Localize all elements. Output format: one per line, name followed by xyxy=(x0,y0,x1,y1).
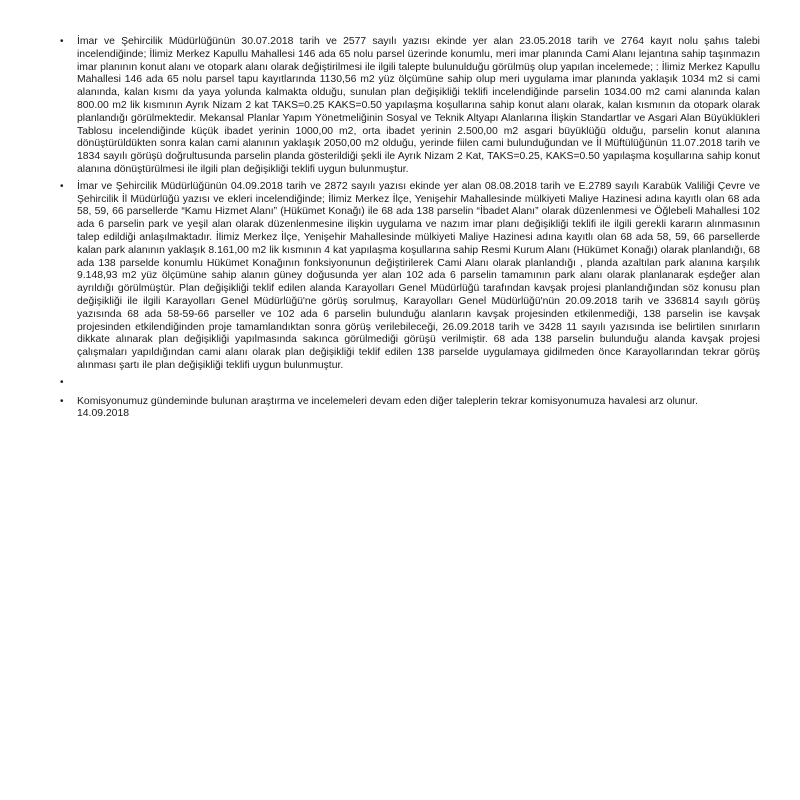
commission-report-list xyxy=(0,36,800,425)
bullet-icon: • xyxy=(60,395,64,407)
list-item-text: İmar ve Şehircilik Müdürlüğünün 30.07.2018 tarih ve 2577 sayılı yazısı ekinde yer alan 23.05.2018 tarih ve 2764 kayıt nolu şahıs talebi incelendiğinde; İlimiz Merkez Kapullu Mahallesi 146 ada 65 nolu parsel üzerinde konumlu, meri imar planında Cami Alanı lejantına sahip taşınmazın imar planının konut alanı ve otopark alanı olarak değiştirilmesi ile ilgili talepte bulunulduğu görülmüş olup yapılan incelemede; : İlimiz Merkez Kapullu Mahallesi 146 ada 65 nolu parsel tapu kayıtlarında 1130,56 m2 yüz ölçümüne sahip olup meri uygulama imar planında yaklaşık 1034 m2 si cami alanında, kalan kısmı da yaya yolunda kalmakta olduğu, sunulan plan değişikliği teklifi incelendiğinde parselin 1034.00 m2 cami alanında kalan 800.00 m2 lik kısmının Ayrık Nizam 2 kat TAKS=0.25 KAKS=0.50 yapılaşma koşullarına sahip konut alanı olarak, kalan kısmının da otopark olarak planlandığı görülmektedir. Mekansal Planlar Yapım Yönetmeliğinin Sosyal ve Teknik Altyapı Alanlarına İlişkin Standartlar ve Asgari Alan Büyüklükleri Tablosu incelendiğinde küçük ibadet yerinin 1000,00 m2, orta ibadet yerinin 2.500,00 m2 asgari büyüklüğü olduğu, parselin konut alanına dönüştürüldükten sonra kalan cami alanının yaklaşık 2050,00 m2 olduğu, yerinde fiilen cami bulunduğundan ve İl Müftülüğünün 11.07.2018 tarih ve 1834 sayılı görüşü doğrultusunda parselin planda gösterildiği şekli ile Ayrık Nizam 2 Kat, TAKS=0.25, KAKS=0.50 yapılaşma koşullarına sahip konut alanına dönüştürülmesi ile ilgili plan değişikliği teklifi uygun bulunmuştur. xyxy=(77,36,760,175)
list-item-zoning-yenisehir xyxy=(0,181,800,373)
list-item-text: İmar ve Şehircilik Müdürlüğünün 04.09.2018 tarih ve 2872 sayılı yazısı ekinde yer alan 08.08.2018 tarih ve E.2789 sayılı Karabük Valiliği Çevre ve Şehircilik İl Müdürlüğü yazısı ve ekleri incelendiğinde; İlimiz Merkez İlçe, Yenişehir Mahallesinde mülkiyeti Maliye Hazinesi adına kayıtlı olan 68 ada 58, 59, 66 parsellerde “Kamu Hizmet Alanı” (Hükümet Konağı) ile 68 ada 138 parselin “İbadet Alanı” olarak düzenlenmesi ve Öğlebeli Mahallesi 102 ada 6 parselin park ve yeşil alan olarak düzenlenmesine ilişkin uygulama ve nazım imar planı değişikliği teklifi ile ilgili gerekli kararın alınmasının talep edildiği anlaşılmaktadır. İlimiz Merkez İlçe, Yenişehir Mahallesinde mülkiyeti Maliye Hazinesi adına kayıtlı olan 68 ada 58, 59, 66 parsellerde kalan park alanının yaklaşık 8.161,00 m2 lik kısmının 4 kat yapılaşma koşullarına sahip Resmi Kurum Alanı (Hükümet Konağı) olarak planlandığı, 68 ada 138 parselde konumlu Hükümet Konağının fonksiyonunun değiştirilerek Cami Alanı olarak planlandığı , planda azaltılan park alanına karşılık 9.148,93 m2 yüz ölçümüne sahip alanın güney doğusunda yer alan 102 ada 6 parselin tamamının park alanı olarak planlanarak eşdeğer alan ayrıldığı görülmüştür. Plan değişikliği teklif edilen alanda Karayolları Genel Müdürlüğü tarafından kavşak projesi planlandığından söz konusu plan değişikliği ile ilgili Karayolları Genel Müdürlüğü'ne görüş sorulmuş, Karayolları Genel Müdürlüğü'nün 20.09.2018 tarih ve 336814 sayılı görüş yazısında 68 ada 58-59-66 parseller ve 102 ada 6 parselin bulunduğu alanların kavşak projesinden etkilenmediği, 138 parselin ise kavşak projesinden etkilendiğinden proje tamamlandıktan sonra görüş verilebileceği, 26.09.2018 tarih ve 3428 11 sayılı yazısında ise belirtilen sınırların dikkate alınarak plan değişikliği yapılmasında sakınca görülmediği görüşü verilmiştir. 68 ada 138 parselin bulunduğu alanda kavşak projesi çalışmaları yapıldığından cami alanı olarak plan değişikliği teklif edilen 138 parselde uygulamaya gidilmeden önce Karayollarından tekrar görüş alınması şartı ile plan değişikliği teklifi uygun bulunmuştur. xyxy=(77,180,760,371)
bullet-icon: • xyxy=(60,36,64,47)
list-item-empty xyxy=(0,377,800,390)
bullet-icon: • xyxy=(60,376,64,388)
bullet-icon: • xyxy=(60,180,64,192)
list-item-closing xyxy=(0,396,800,422)
report-date: 14.09.2018 xyxy=(77,408,130,420)
list-item-zoning-kapullu xyxy=(0,36,800,177)
list-item-text: Komisyonumuz gündeminde bulunan araştırma ve incelemeleri devam eden diğer taleplerin tekrar komisyonumuza havalesi arz olunur. xyxy=(77,395,698,407)
